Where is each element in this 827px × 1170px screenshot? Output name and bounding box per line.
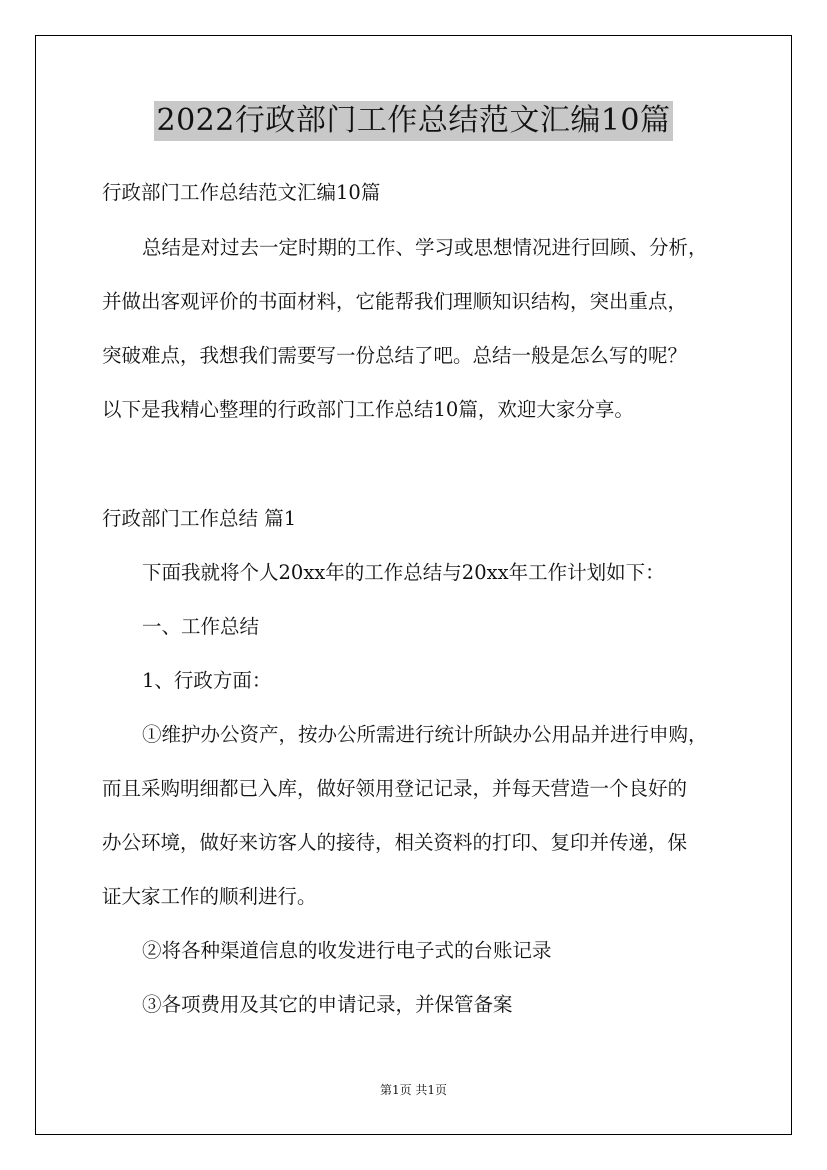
item3-line: ③各项费用及其它的申请记录，并保管备案 [142,993,513,1016]
title-container [0,101,827,141]
part-heading: 一、工作总结 [142,615,260,638]
item1-line-1: ①维护办公资产，按办公所需进行统计所缺办公用品并进行申购， [142,723,708,746]
item2-line: ②将各种渠道信息的收发进行电子式的台账记录 [142,939,552,962]
item1-line-4: 证大家工作的顺利进行。 [102,885,317,908]
document-title: 2022行政部门工作总结范文汇编10篇 [154,101,672,141]
intro-line-1: 总结是对过去一定时期的工作、学习或思想情况进行回顾、分析， [142,236,708,259]
item1-line-3: 办公环境，做好来访客人的接待，相关资料的打印、复印并传递，保 [102,831,688,854]
page-footer: 第1页 共1页 [379,1083,448,1097]
document-subtitle: 行政部门工作总结范文汇编10篇 [102,181,381,204]
section-heading: 行政部门工作总结 篇1 [102,507,297,530]
plan-line: 下面我就将个人20xx年的工作总结与20xx年工作计划如下： [142,561,665,584]
item1-line-2: 而且采购明细都已入库，做好领用登记记录，并每天营造一个良好的 [102,777,688,800]
intro-line-4: 以下是我精心整理的行政部门工作总结10篇，欢迎大家分享。 [102,398,634,421]
item-heading: 1、行政方面： [142,669,272,692]
intro-line-3: 突破难点，我想我们需要写一份总结了吧。总结一般是怎么写的呢？ [102,344,688,367]
intro-line-2: 并做出客观评价的书面材料，它能帮我们理顺知识结构，突出重点， [102,290,688,313]
